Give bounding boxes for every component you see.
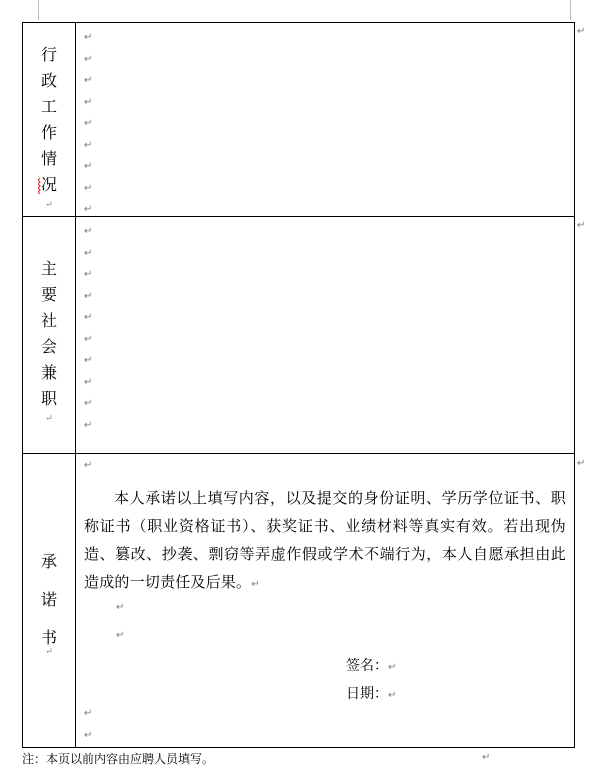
spellcheck-squiggle-icon — [38, 178, 42, 194]
label-char: 政 — [40, 71, 57, 90]
label-char: 行 — [40, 45, 57, 64]
label-char: 主 — [40, 259, 57, 278]
row-end-mark: ↵ — [577, 220, 586, 231]
pledge-label — [23, 554, 75, 657]
paragraph-mark: ↵ — [84, 32, 93, 43]
paragraph-mark: ↵ — [84, 247, 93, 259]
paragraph-mark: ↵ — [84, 75, 93, 86]
admin-work-row — [23, 23, 575, 217]
label-char: 兼 — [40, 363, 57, 382]
admin-work-label-cell — [23, 23, 76, 217]
paragraph-mark: ↵ — [84, 290, 93, 302]
row-end-mark: ↵ — [577, 458, 586, 469]
paragraph-mark: ↵ — [84, 730, 93, 741]
date-line — [346, 684, 396, 706]
paragraph-mark: ↵ — [84, 355, 93, 366]
row-end-mark: ↵ — [577, 26, 586, 37]
label-char: 诺 — [40, 590, 57, 609]
paragraph-mark: ↵ — [251, 579, 260, 590]
paragraph-mark: ↵ — [84, 53, 93, 65]
crop-mark-right — [570, 0, 571, 20]
social-positions-content-cell[interactable] — [76, 217, 575, 454]
label-char: 社 — [40, 311, 57, 330]
social-positions-row — [23, 217, 575, 454]
paragraph-mark: ↵ — [84, 204, 93, 215]
social-positions-label-cell — [23, 217, 76, 454]
pledge-text: 本人承诺以上填写内容，以及提交的身份证明、学历学位证书、职称证书（职业资格证书）、获奖证书、业绩材料等真实有效。若出现伪造、篡改、抄袭、剽窃等弄虚作假或学术不端行为，本人自愿承担由此造成的一切责任及后果。 — [84, 489, 566, 591]
crop-mark-left — [38, 0, 39, 20]
label-char: 要 — [40, 285, 57, 304]
paragraph-mark: ↵ — [84, 269, 93, 280]
signature-label: 签名： — [346, 658, 388, 674]
paragraph-mark: ↵ — [482, 752, 491, 763]
paragraph-mark: ↵ — [45, 200, 53, 210]
paragraph-mark: ↵ — [45, 414, 53, 424]
paragraph-mark: ↵ — [84, 312, 93, 323]
label-char: 作 — [40, 123, 57, 142]
label-char: 书 — [40, 628, 57, 647]
paragraph-mark: ↵ — [116, 602, 125, 613]
social-positions-lines — [84, 221, 92, 436]
paragraph-mark: ↵ — [84, 398, 93, 409]
pledge-row — [23, 454, 575, 748]
pledge-content-cell[interactable] — [76, 454, 575, 748]
social-positions-label — [23, 261, 75, 424]
date-label: 日期： — [346, 686, 388, 702]
paragraph-mark: ↵ — [84, 96, 93, 108]
paragraph-mark: ↵ — [388, 690, 397, 701]
paragraph-mark: ↵ — [45, 647, 53, 657]
paragraph-mark: ↵ — [84, 460, 93, 471]
signature-line — [346, 656, 396, 678]
admin-work-content-cell[interactable] — [76, 23, 575, 217]
pledge-label-cell — [23, 454, 76, 748]
paragraph-mark: ↵ — [84, 118, 93, 129]
paragraph-mark: ↵ — [84, 376, 93, 388]
application-form-table — [22, 22, 575, 748]
paragraph-mark: ↵ — [84, 182, 93, 194]
paragraph-mark: ↵ — [388, 662, 397, 673]
label-char: 承 — [40, 552, 57, 571]
paragraph-mark: ↵ — [84, 161, 93, 172]
label-char: 职 — [40, 389, 57, 408]
paragraph-mark: ↵ — [84, 333, 93, 345]
paragraph-mark: ↵ — [84, 419, 93, 431]
pledge-paragraph — [84, 484, 566, 599]
label-char: 情 — [40, 149, 57, 168]
admin-work-label — [23, 47, 75, 210]
label-char: 会 — [40, 337, 57, 356]
footnote: 注：本页以前内容由应聘人员填写。 — [22, 752, 215, 766]
paragraph-mark: ↵ — [84, 226, 93, 237]
label-char: 工 — [40, 97, 57, 116]
paragraph-mark: ↵ — [84, 708, 93, 719]
paragraph-mark: ↵ — [116, 630, 125, 641]
paragraph-mark: ↵ — [84, 139, 93, 151]
label-char: 况 — [40, 175, 57, 194]
admin-work-lines — [84, 27, 92, 221]
